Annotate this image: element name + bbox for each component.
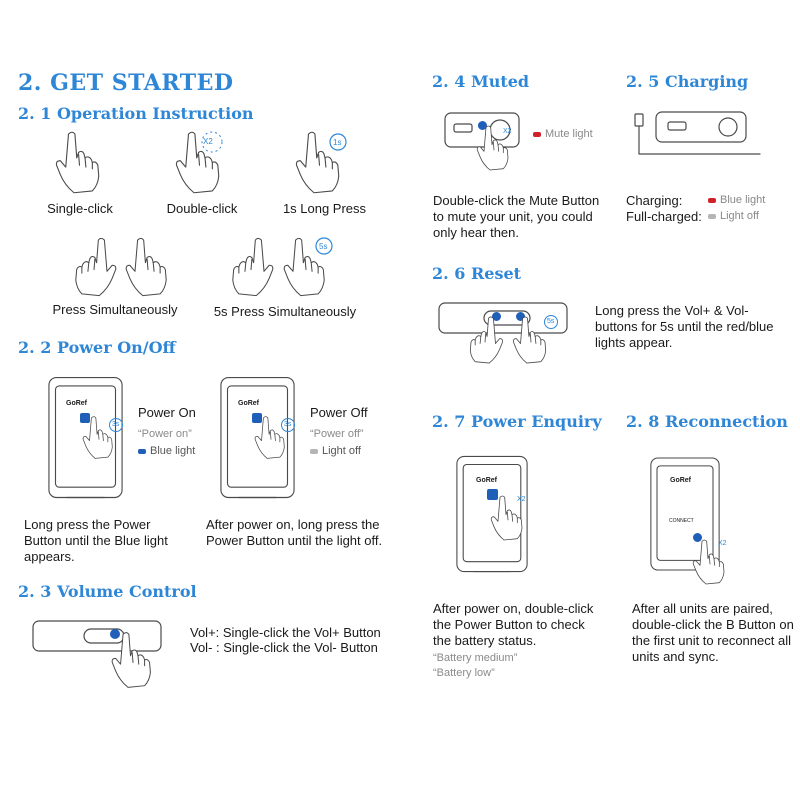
badge-x2: X2 — [718, 540, 727, 547]
press-hand-icon — [108, 631, 158, 689]
badge-1s: 1s — [333, 138, 342, 147]
power-off-light: Light off — [310, 445, 361, 457]
power-off-voice: “Power off” — [310, 428, 364, 440]
charging-light-icon — [708, 198, 716, 203]
charging-device-illustration — [632, 110, 762, 160]
page-title: 2. GET STARTED — [18, 70, 234, 96]
mute-light-legend: Mute light — [533, 128, 593, 140]
section-heading-reset: 2. 6 Reset — [432, 264, 522, 283]
power-enquiry-description: After power on, double-click the Power Button to check the battery status. — [433, 601, 594, 648]
brand-label: GoRef — [476, 477, 497, 484]
charging-label: Charging: — [626, 193, 683, 208]
power-on-light: Blue light — [138, 445, 195, 457]
caption-single-click: Single-click — [47, 201, 113, 216]
reconnection-description: After all units are paired, double-click the B Button on the first unit to reconnect all units and sync. — [632, 601, 794, 664]
connect-label: CONNECT — [669, 518, 694, 524]
badge-x2: X2 — [203, 137, 213, 146]
section-heading-reconnection: 2. 8 Reconnection — [626, 412, 788, 431]
badge-5s: 5s — [319, 242, 328, 251]
vol-minus-instruction: Vol- : Single-click the Vol- Button — [190, 640, 378, 655]
blue-light-icon — [138, 449, 146, 454]
reset-hand-left-icon — [464, 314, 506, 366]
caption-5s-press-simultaneously: 5s Press Simultaneously — [213, 304, 357, 319]
simul-hand-left-icon — [68, 236, 120, 298]
section-heading-operation: 2. 1 Operation Instruction — [18, 104, 254, 123]
charging-light: Blue light — [708, 194, 765, 206]
power-on-voice: “Power on” — [138, 428, 192, 440]
badge-x2: X2 — [503, 128, 512, 135]
caption-press-simultaneously: Press Simultaneously — [52, 302, 178, 317]
badge-3s: 3s — [112, 421, 120, 428]
caption-long-press: 1s Long Press — [282, 201, 367, 216]
badge-x2: X2 — [517, 496, 526, 503]
single-click-hand-icon — [52, 130, 107, 195]
section-heading-power: 2. 2 Power On/Off — [18, 338, 176, 357]
full-charged-label: Full-charged: — [626, 209, 702, 224]
battery-low-voice: “Battery low” — [433, 667, 495, 679]
simul-hand-right-icon — [122, 236, 174, 298]
badge-5s: 5s — [547, 318, 555, 325]
mute-description: Double-click the Mute Button to mute your unit, you could only hear then. — [433, 193, 600, 240]
battery-medium-voice: “Battery medium” — [433, 652, 518, 664]
section-heading-muted: 2. 4 Muted — [432, 72, 530, 91]
brand-label: GoRef — [66, 400, 87, 407]
section-heading-charging: 2. 5 Charging — [626, 72, 749, 91]
power-off-description: After power on, long press the Power Button until the light off. — [206, 517, 383, 548]
brand-label: GoRef — [670, 477, 691, 484]
reset-description: Long press the Vol+ & Vol- buttons for 5s until the red/blue lights appear. — [595, 303, 774, 350]
brand-label: GoRef — [238, 400, 259, 407]
section-heading-power-enquiry: 2. 7 Power Enquiry — [432, 412, 602, 431]
power-on-description: Long press the Power Button until the Blue light appears. — [24, 517, 168, 564]
red-light-icon — [533, 132, 541, 137]
power-off-title: Power Off — [310, 405, 368, 420]
section-heading-volume: 2. 3 Volume Control — [18, 582, 197, 601]
full-light-icon — [708, 214, 716, 219]
light-off-icon — [310, 449, 318, 454]
vol-plus-instruction: Vol+: Single-click the Vol+ Button — [190, 625, 381, 640]
power-on-title: Power On — [138, 405, 196, 420]
simul5-hand-left-icon — [225, 236, 277, 298]
full-charged-light: Light off — [708, 210, 759, 222]
caption-double-click: Double-click — [166, 201, 238, 216]
badge-3s: 3s — [284, 421, 292, 428]
